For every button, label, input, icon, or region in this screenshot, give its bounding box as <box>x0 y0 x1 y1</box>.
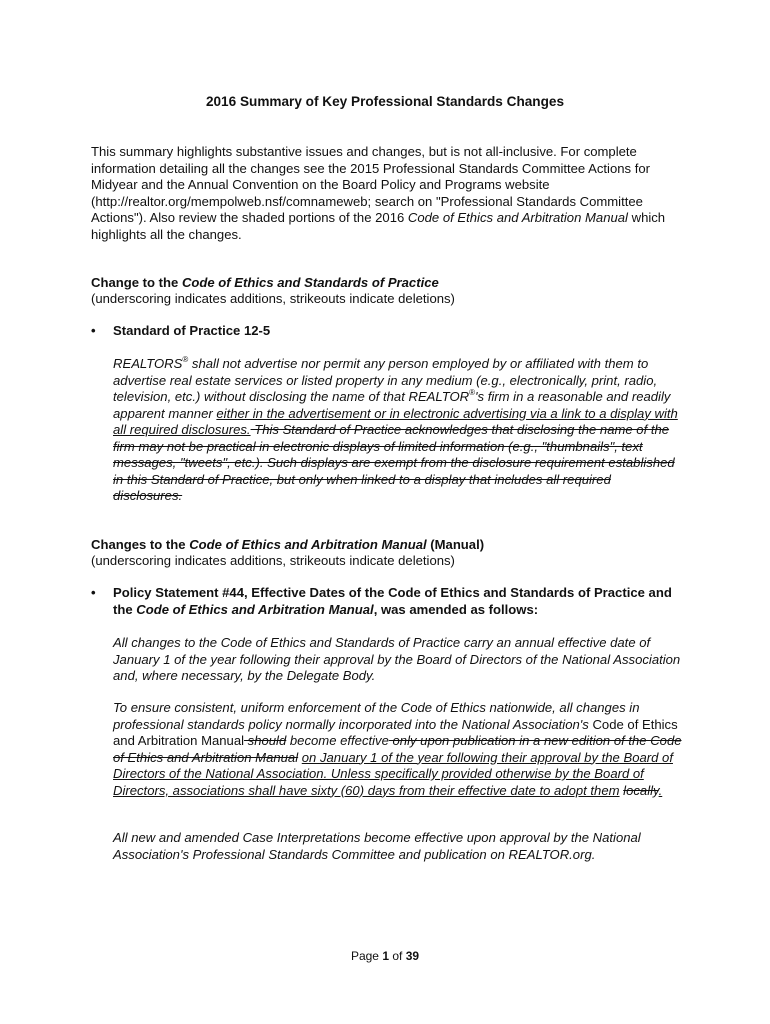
sop-text-1: shall not advertise nor permit any person employed by or affiliated with them to advertise real estate services or listed property in any medium (e.g., electronically, print, radio, television, etc.) without disclosing the name of that REALTOR <box>113 356 658 404</box>
policy-title-manual: Code of Ethics and Arbitration Manual <box>136 601 374 617</box>
section2-heading-suffix: (Manual) <box>426 537 485 552</box>
intro-manual-title: Code of Ethics and Arbitration Manual <box>407 210 628 225</box>
p2-deleted-1: should <box>244 733 287 748</box>
footer-of: of <box>389 949 406 963</box>
policy-title-b: , was amended as follows: <box>373 601 539 617</box>
page-title: 2016 Summary of Key Professional Standards Changes <box>205 94 565 109</box>
section2-note: (underscoring indicates additions, strikeouts indicate deletions) <box>91 553 455 568</box>
section1-heading-title: Code of Ethics and Standards of Practice <box>181 275 439 290</box>
section1-bullet-title: Standard of Practice 12-5 <box>113 323 271 338</box>
intro-paragraph <box>91 144 691 243</box>
intro-text: This summary highlights substantive issues and changes, but is not all-inclusive. For complete information detailing all the changes see the 2015 Professional Standards Committee Actions for Midyear and the Annual Convention on the Board Policy and Programs website (http://realtor.org/mempolweb.nsf/comnameweb; search on "Professional Standards Committee Actions"). Also review the shaded portions of the 2016 <box>91 144 650 225</box>
bullet-icon: • <box>91 585 96 600</box>
sop-text-2: 's firm in a reasonable and readily apparent manner <box>113 389 671 421</box>
section2-heading-prefix: Changes to the <box>91 537 190 552</box>
policy-paragraph-1: All changes to the Code of Ethics and Standards of Practice carry an annual effective date of January 1 of the year following their approval by the Board of Directors of the National Association and, where necessary, by the Delegate Body. <box>113 635 681 683</box>
intro-text-end: which highlights all the changes. <box>91 210 666 242</box>
sop-added-text: either in the advertisement or in electronic advertising via a link to a display with all required disclosures. <box>113 405 678 437</box>
section2-bullet-item <box>91 585 691 618</box>
sop-deleted-text: This Standard of Practice acknowledges that disclosing the name of the firm may not be practical in electronic displays of limited information (e.g., "thumbnails", text messages, "tweets", etc.). Such displays are exempt from the disclosure requirement established in this Standard of Practice, but only when linked to a display that includes all required disclosures. <box>113 422 675 503</box>
section1-heading <box>91 275 691 292</box>
policy-title-a: Policy Statement #44, Effective Dates of the Code of Ethics and Standards of Practice and the <box>113 585 672 617</box>
section1-heading-prefix: Change to the <box>91 275 182 290</box>
footer-total-pages: 39 <box>405 949 420 963</box>
section2-heading-title: Code of Ethics and Arbitration Manual <box>189 537 427 552</box>
p2-added-2: . <box>658 782 663 798</box>
registered-mark: ® <box>182 355 189 364</box>
sop-realtors: REALTORS <box>113 356 183 371</box>
bullet-icon: • <box>91 323 96 338</box>
sop-12-5-paragraph <box>113 356 683 505</box>
registered-mark-2: ® <box>469 388 476 397</box>
p2-deleted-2: only upon publication in a new edition of the Code of Ethics and Arbitration Manual <box>113 733 682 765</box>
section2-bullet-title <box>113 585 691 618</box>
footer-label: Page <box>350 949 383 963</box>
policy-paragraph-3: All new and amended Case Interpretations become effective upon approval by the National Association's Professional Standards Committee and publication on REALTOR.org. <box>113 830 641 862</box>
p2-manual-name: Code of Ethics and Arbitration Manual <box>113 716 678 748</box>
p2-deleted-3: locally <box>623 782 659 798</box>
p2-text-1: To ensure consistent, uniform enforcement of the Code of Ethics nationwide, all changes in professional standards policy normally incorporated into the National Association's <box>113 700 640 732</box>
section1-bullet-item <box>91 323 691 340</box>
section2-heading <box>91 537 691 554</box>
page-footer <box>0 948 770 965</box>
p2-text-2: become effective <box>286 733 389 748</box>
section1-note: (underscoring indicates additions, strikeouts indicate deletions) <box>91 291 455 306</box>
p2-added-1: on January 1 of the year following their approval by the Board of Directors of the National Association. Unless specifically provided otherwise by the Board of Directors, associations shall have sixty (60) days from their effective date to adopt them <box>113 749 673 798</box>
footer-current-page: 1 <box>382 949 389 963</box>
policy-paragraph-2 <box>113 700 683 799</box>
